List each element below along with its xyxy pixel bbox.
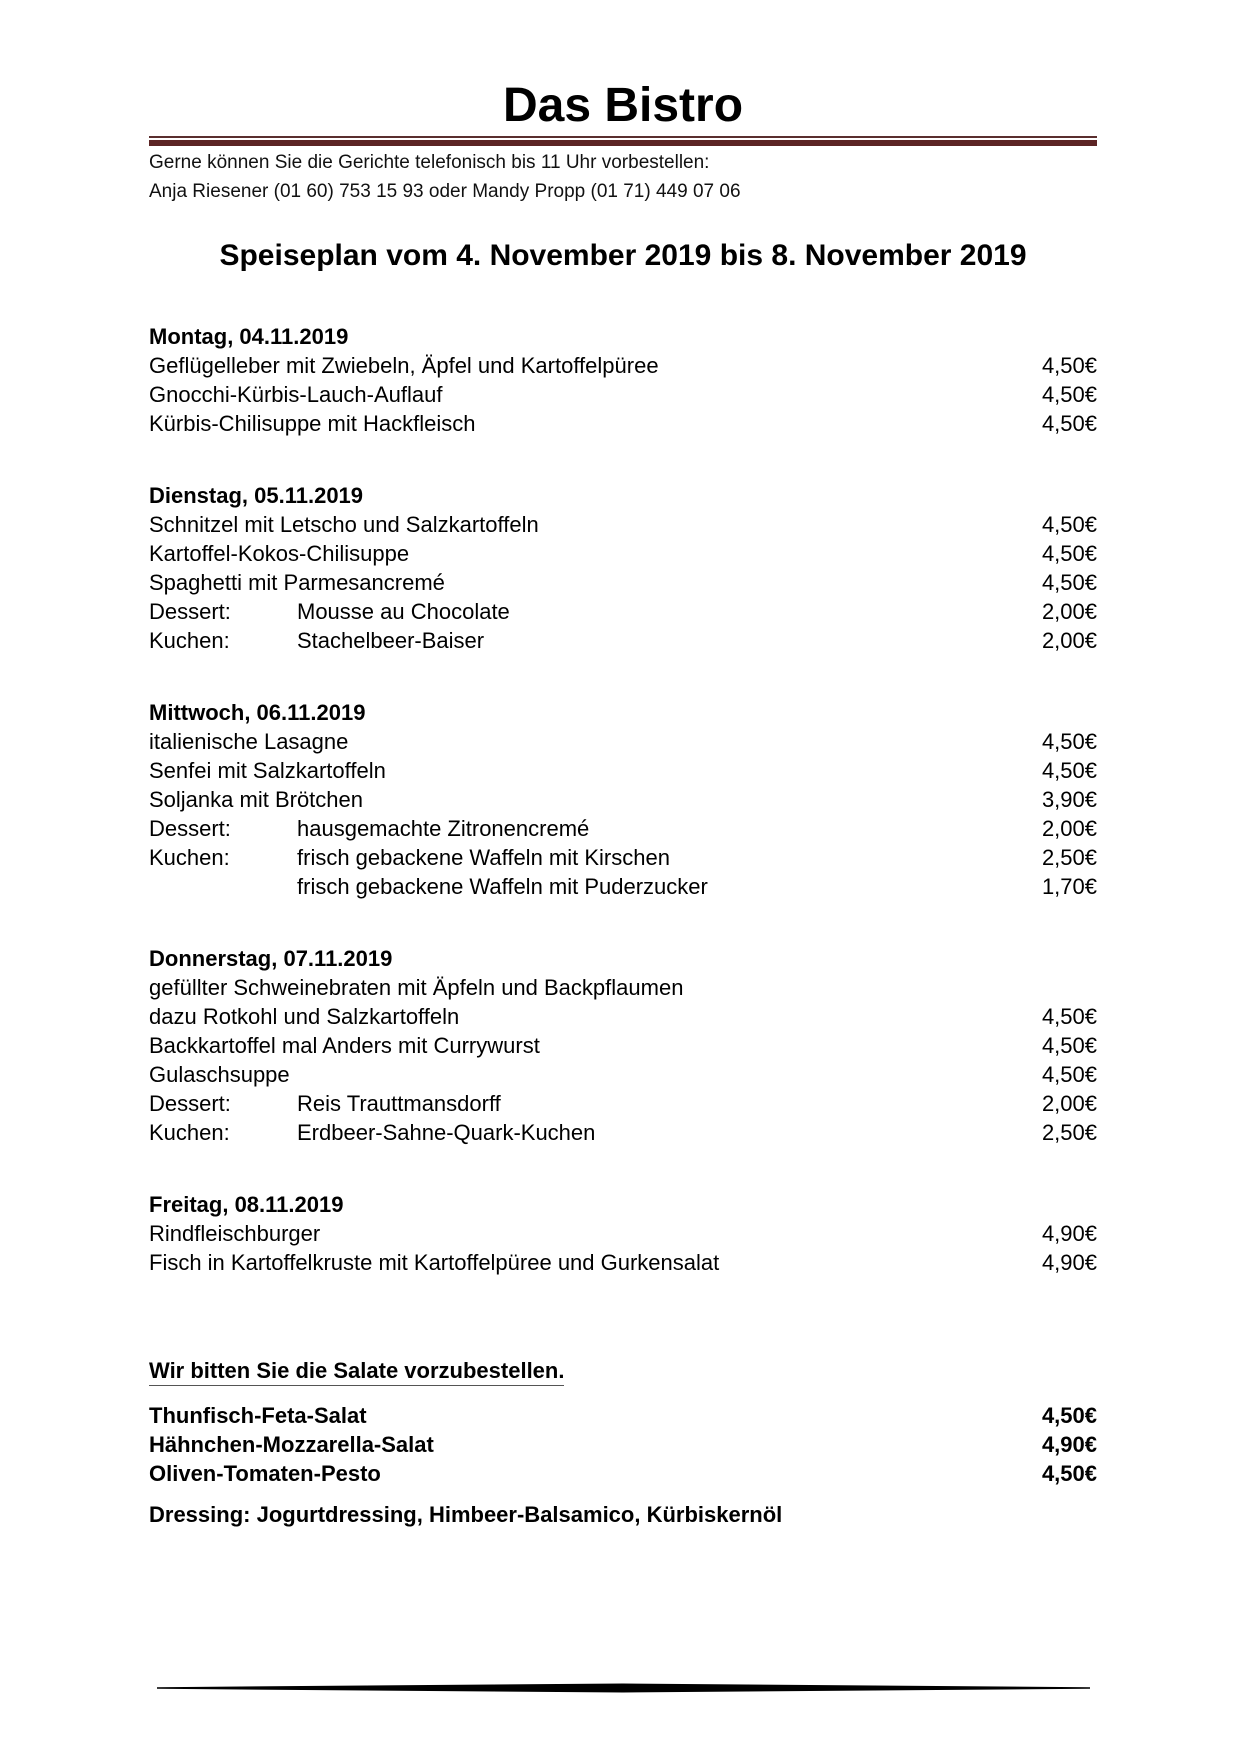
dressing-options: Dressing: Jogurtdressing, Himbeer-Balsamico, Kürbiskernöl <box>149 1502 783 1527</box>
item-name: Rindfleischburger <box>149 1221 321 1246</box>
item-price: 4,50€ <box>1041 1004 1097 1029</box>
menu-item <box>149 785 1097 814</box>
item-price <box>977 973 1097 1002</box>
item-price: 2,50€ <box>1041 845 1097 870</box>
item-price: 4,90€ <box>1041 1221 1097 1246</box>
menu-item <box>149 409 1097 438</box>
item-price: 4,50€ <box>1041 411 1097 436</box>
item-name: Reis Trauttmansdorff <box>297 1091 501 1116</box>
item-name: Spaghetti mit Parmesancremé <box>149 570 445 595</box>
item-category-label: Kuchen: <box>149 628 230 653</box>
item-name: Senfei mit Salzkartoffeln <box>149 758 386 783</box>
day-section <box>149 698 1097 901</box>
item-price: 4,50€ <box>1041 570 1097 595</box>
menu-item <box>149 1248 1097 1277</box>
salad-name: Hähnchen-Mozzarella-Salat <box>149 1432 434 1457</box>
menu-item <box>149 1002 1097 1031</box>
item-price: 4,90€ <box>1041 1250 1097 1275</box>
item-price: 4,50€ <box>1041 1033 1097 1058</box>
item-category-label: Dessert: <box>149 1091 231 1116</box>
item-category-label: Dessert: <box>149 599 231 624</box>
item-name: Schnitzel mit Letscho und Salzkartoffeln <box>149 512 539 537</box>
day-heading: Mittwoch, 06.11.2019 <box>149 700 366 725</box>
footer-divider <box>157 1683 1090 1693</box>
item-price: 2,00€ <box>1041 628 1097 653</box>
menu-item <box>149 1089 1097 1118</box>
item-price: 4,50€ <box>1041 512 1097 537</box>
day-section <box>149 944 1097 1147</box>
day-heading: Montag, 04.11.2019 <box>149 324 349 349</box>
header-divider-thick <box>149 140 1097 146</box>
item-name: Backkartoffel mal Anders mit Currywurst <box>149 1033 540 1058</box>
contact-info <box>149 148 741 206</box>
salad-name: Thunfisch-Feta-Salat <box>149 1403 367 1428</box>
contact-line-2: Anja Riesener (01 60) 753 15 93 oder Mandy Propp (01 71) 449 07 06 <box>149 181 741 202</box>
item-name: dazu Rotkohl und Salzkartoffeln <box>149 1004 460 1029</box>
item-name: hausgemachte Zitronencremé <box>297 816 590 841</box>
menu-item <box>149 1219 1097 1248</box>
day-section <box>149 481 1097 655</box>
salad-price: 4,50€ <box>1041 1461 1097 1486</box>
day-heading: Donnerstag, 07.11.2019 <box>149 946 393 971</box>
item-price: 2,00€ <box>1041 816 1097 841</box>
weekly-menu <box>149 322 1097 1320</box>
menu-item <box>149 539 1097 568</box>
menu-item <box>149 843 1097 872</box>
item-name: Geflügelleber mit Zwiebeln, Äpfel und Kartoffelpüree <box>149 353 659 378</box>
salad-preorder-note: Wir bitten Sie die Salate vorzubestellen. <box>149 1356 564 1386</box>
salad-price: 4,90€ <box>1041 1432 1097 1457</box>
item-price: 2,50€ <box>1041 1120 1097 1145</box>
item-category-label <box>149 872 297 901</box>
menu-item <box>149 1118 1097 1147</box>
item-name: frisch gebackene Waffeln mit Kirschen <box>297 845 670 870</box>
salad-item <box>149 1401 1097 1430</box>
menu-item <box>149 1031 1097 1060</box>
item-price: 4,50€ <box>1041 758 1097 783</box>
item-name: Mousse au Chocolate <box>297 599 510 624</box>
salad-section <box>149 1356 1097 1529</box>
menu-item <box>149 351 1097 380</box>
item-price: 2,00€ <box>1041 599 1097 624</box>
page-title: Das Bistro <box>502 79 744 132</box>
item-price: 2,00€ <box>1041 1091 1097 1116</box>
item-price: 4,50€ <box>1041 382 1097 407</box>
menu-item <box>149 973 1097 1002</box>
item-price: 3,90€ <box>1041 787 1097 812</box>
salad-name: Oliven-Tomaten-Pesto <box>149 1461 381 1486</box>
header-divider-thin <box>149 136 1097 138</box>
item-name: Gnocchi-Kürbis-Lauch-Auflauf <box>149 382 443 407</box>
item-name: Fisch in Kartoffelkruste mit Kartoffelpüree und Gurkensalat <box>149 1250 720 1275</box>
salad-item <box>149 1430 1097 1459</box>
item-name: gefüllter Schweinebraten mit Äpfeln und Backpflaumen <box>149 975 684 1000</box>
item-name: italienische Lasagne <box>149 729 349 754</box>
day-section <box>149 322 1097 438</box>
item-price: 4,50€ <box>1041 541 1097 566</box>
menu-item <box>149 727 1097 756</box>
day-heading: Freitag, 08.11.2019 <box>149 1192 344 1217</box>
day-section <box>149 1190 1097 1277</box>
item-category-label: Kuchen: <box>149 1120 230 1145</box>
item-category-label: Kuchen: <box>149 845 230 870</box>
contact-line-1: Gerne können Sie die Gerichte telefonisch bis 11 Uhr vorbestellen: <box>149 152 710 173</box>
menu-item <box>149 626 1097 655</box>
day-heading: Dienstag, 05.11.2019 <box>149 483 364 508</box>
menu-item <box>149 597 1097 626</box>
item-name: frisch gebackene Waffeln mit Puderzucker <box>297 874 708 899</box>
item-name: Soljanka mit Brötchen <box>149 787 363 812</box>
menu-item <box>149 756 1097 785</box>
menu-item <box>149 510 1097 539</box>
salad-list <box>149 1401 1097 1488</box>
item-price: 4,50€ <box>1041 1062 1097 1087</box>
menu-item <box>149 380 1097 409</box>
salad-price: 4,50€ <box>1041 1403 1097 1428</box>
item-name: Kartoffel-Kokos-Chilisuppe <box>149 541 410 566</box>
item-name: Kürbis-Chilisuppe mit Hackfleisch <box>149 411 476 436</box>
item-price: 1,70€ <box>1041 874 1097 899</box>
menu-item <box>149 1060 1097 1089</box>
menu-item <box>149 814 1097 843</box>
item-name: Gulaschsuppe <box>149 1062 290 1087</box>
item-price: 4,50€ <box>1041 353 1097 378</box>
menu-item <box>149 872 1097 901</box>
item-category-label: Dessert: <box>149 816 231 841</box>
salad-item <box>149 1459 1097 1488</box>
menu-plan-title: Speiseplan vom 4. November 2019 bis 8. November 2019 <box>219 239 1027 272</box>
menu-item <box>149 568 1097 597</box>
item-name: Erdbeer-Sahne-Quark-Kuchen <box>297 1120 596 1145</box>
item-price: 4,50€ <box>1041 729 1097 754</box>
item-name: Stachelbeer-Baiser <box>297 628 485 653</box>
